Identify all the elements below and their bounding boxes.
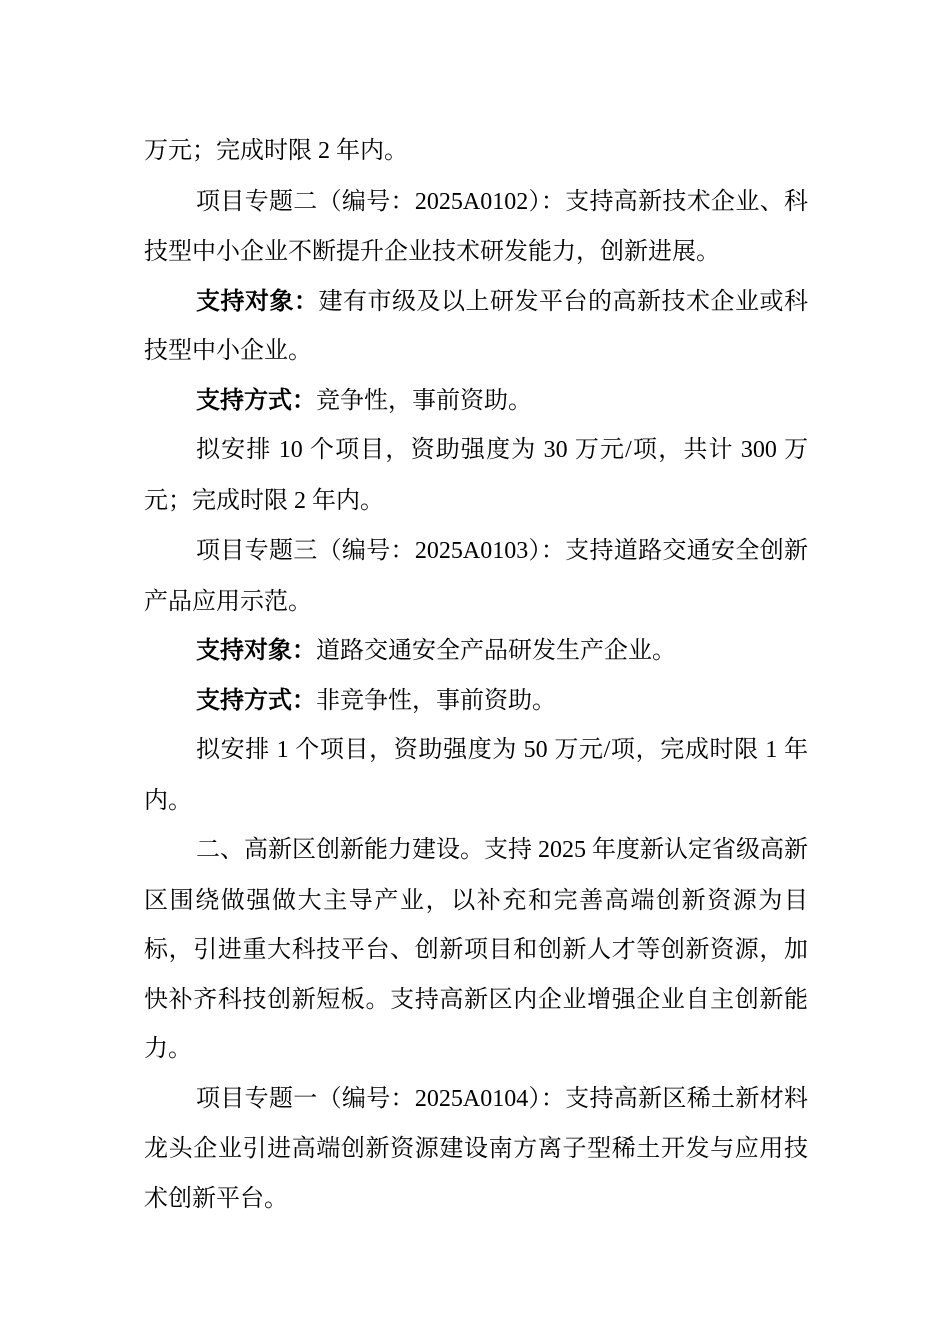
body-text: 拟安排 xyxy=(196,735,270,763)
body-text: 竞争性，事前资助。 xyxy=(316,385,532,414)
body-text: ）：支持高新技术企业、科技型中小企业不断提升企业技术研发能力，创新进展。 xyxy=(144,186,809,265)
number-text: 50 xyxy=(517,737,555,763)
body-text: 二、高新区创新能力建设。支持 xyxy=(196,835,532,863)
paragraph-p11 xyxy=(144,1074,808,1224)
body-text: 道路交通安全产品研发生产企业。 xyxy=(316,636,676,664)
body-text: 万元 xyxy=(574,435,626,463)
body-text: 万元 xyxy=(554,735,604,763)
body-text: 非竞争性，事前资助。 xyxy=(316,685,556,714)
bold-label: 支持对象： xyxy=(196,286,319,315)
body-text: 项，共计 xyxy=(631,435,734,463)
paragraph-p5 xyxy=(144,425,808,526)
body-text: 年内。 xyxy=(144,735,809,814)
paragraph-p10 xyxy=(144,825,808,1074)
bold-label: 支持方式： xyxy=(196,385,316,414)
body-text: ）：支持道路交通安全创新产品应用示范。 xyxy=(144,536,809,615)
paragraph-p4 xyxy=(144,376,808,426)
body-text: 项目专题二（编号： xyxy=(196,186,415,215)
body-text: 年度新认定省级高新区围绕做强做大主导产业，以补充和完善高端创新资源为目标，引进重大科技平台、创新项目和创新人才等创新资源，加快补齐科技创新短板。支持高新区内企业增强企业自主创新能力。 xyxy=(144,835,808,1062)
number-text: 2025A0103 xyxy=(414,538,529,564)
body-text: 项，完成时限 xyxy=(610,735,759,763)
number-text: / xyxy=(603,737,611,763)
body-text: 建有市级及以上研发平台的高新技术企业或科技型中小企业。 xyxy=(144,286,808,364)
body-text: 万元；完成时限 xyxy=(144,136,312,164)
paragraph-p7 xyxy=(144,626,808,676)
number-text: 1 xyxy=(758,737,785,763)
body-text: 年内。 xyxy=(336,136,408,164)
number-text: 300 xyxy=(733,437,785,463)
body-text: 项目专题三（编号： xyxy=(196,536,415,564)
body-text: 项目专题一（编号： xyxy=(196,1083,415,1112)
paragraph-p6 xyxy=(144,526,808,626)
body-text: 个项目，资助强度为 xyxy=(309,435,537,463)
bold-label: 支持方式： xyxy=(196,685,316,714)
paragraph-p8 xyxy=(144,676,808,726)
body-text: 年内。 xyxy=(312,485,384,514)
paragraph-p2 xyxy=(144,177,808,277)
number-text: 2025A0104 xyxy=(414,1085,529,1112)
number-text: 30 xyxy=(536,437,575,463)
bold-label: 支持对象： xyxy=(196,636,316,664)
number-text: 2 xyxy=(312,138,336,164)
body-text: ）：支持高新区稀土新材料龙头企业引进高端创新资源建设南方离子型稀土开发与应用技术创新平台。 xyxy=(144,1083,809,1212)
body-text: 拟安排 xyxy=(196,435,272,463)
number-text: 10 xyxy=(271,437,310,463)
body-text: 万元；完成时限 xyxy=(144,435,809,514)
document-body xyxy=(144,126,808,1223)
number-text: 2 xyxy=(288,487,312,514)
body-text: 个项目，资助强度为 xyxy=(295,735,518,763)
number-text: / xyxy=(625,437,632,463)
number-text: 2025 xyxy=(532,837,592,863)
number-text: 1 xyxy=(269,737,296,763)
paragraph-p9 xyxy=(144,725,808,825)
paragraph-p3 xyxy=(144,277,808,376)
number-text: 2025A0102 xyxy=(414,188,529,215)
paragraph-p1 xyxy=(144,126,808,177)
